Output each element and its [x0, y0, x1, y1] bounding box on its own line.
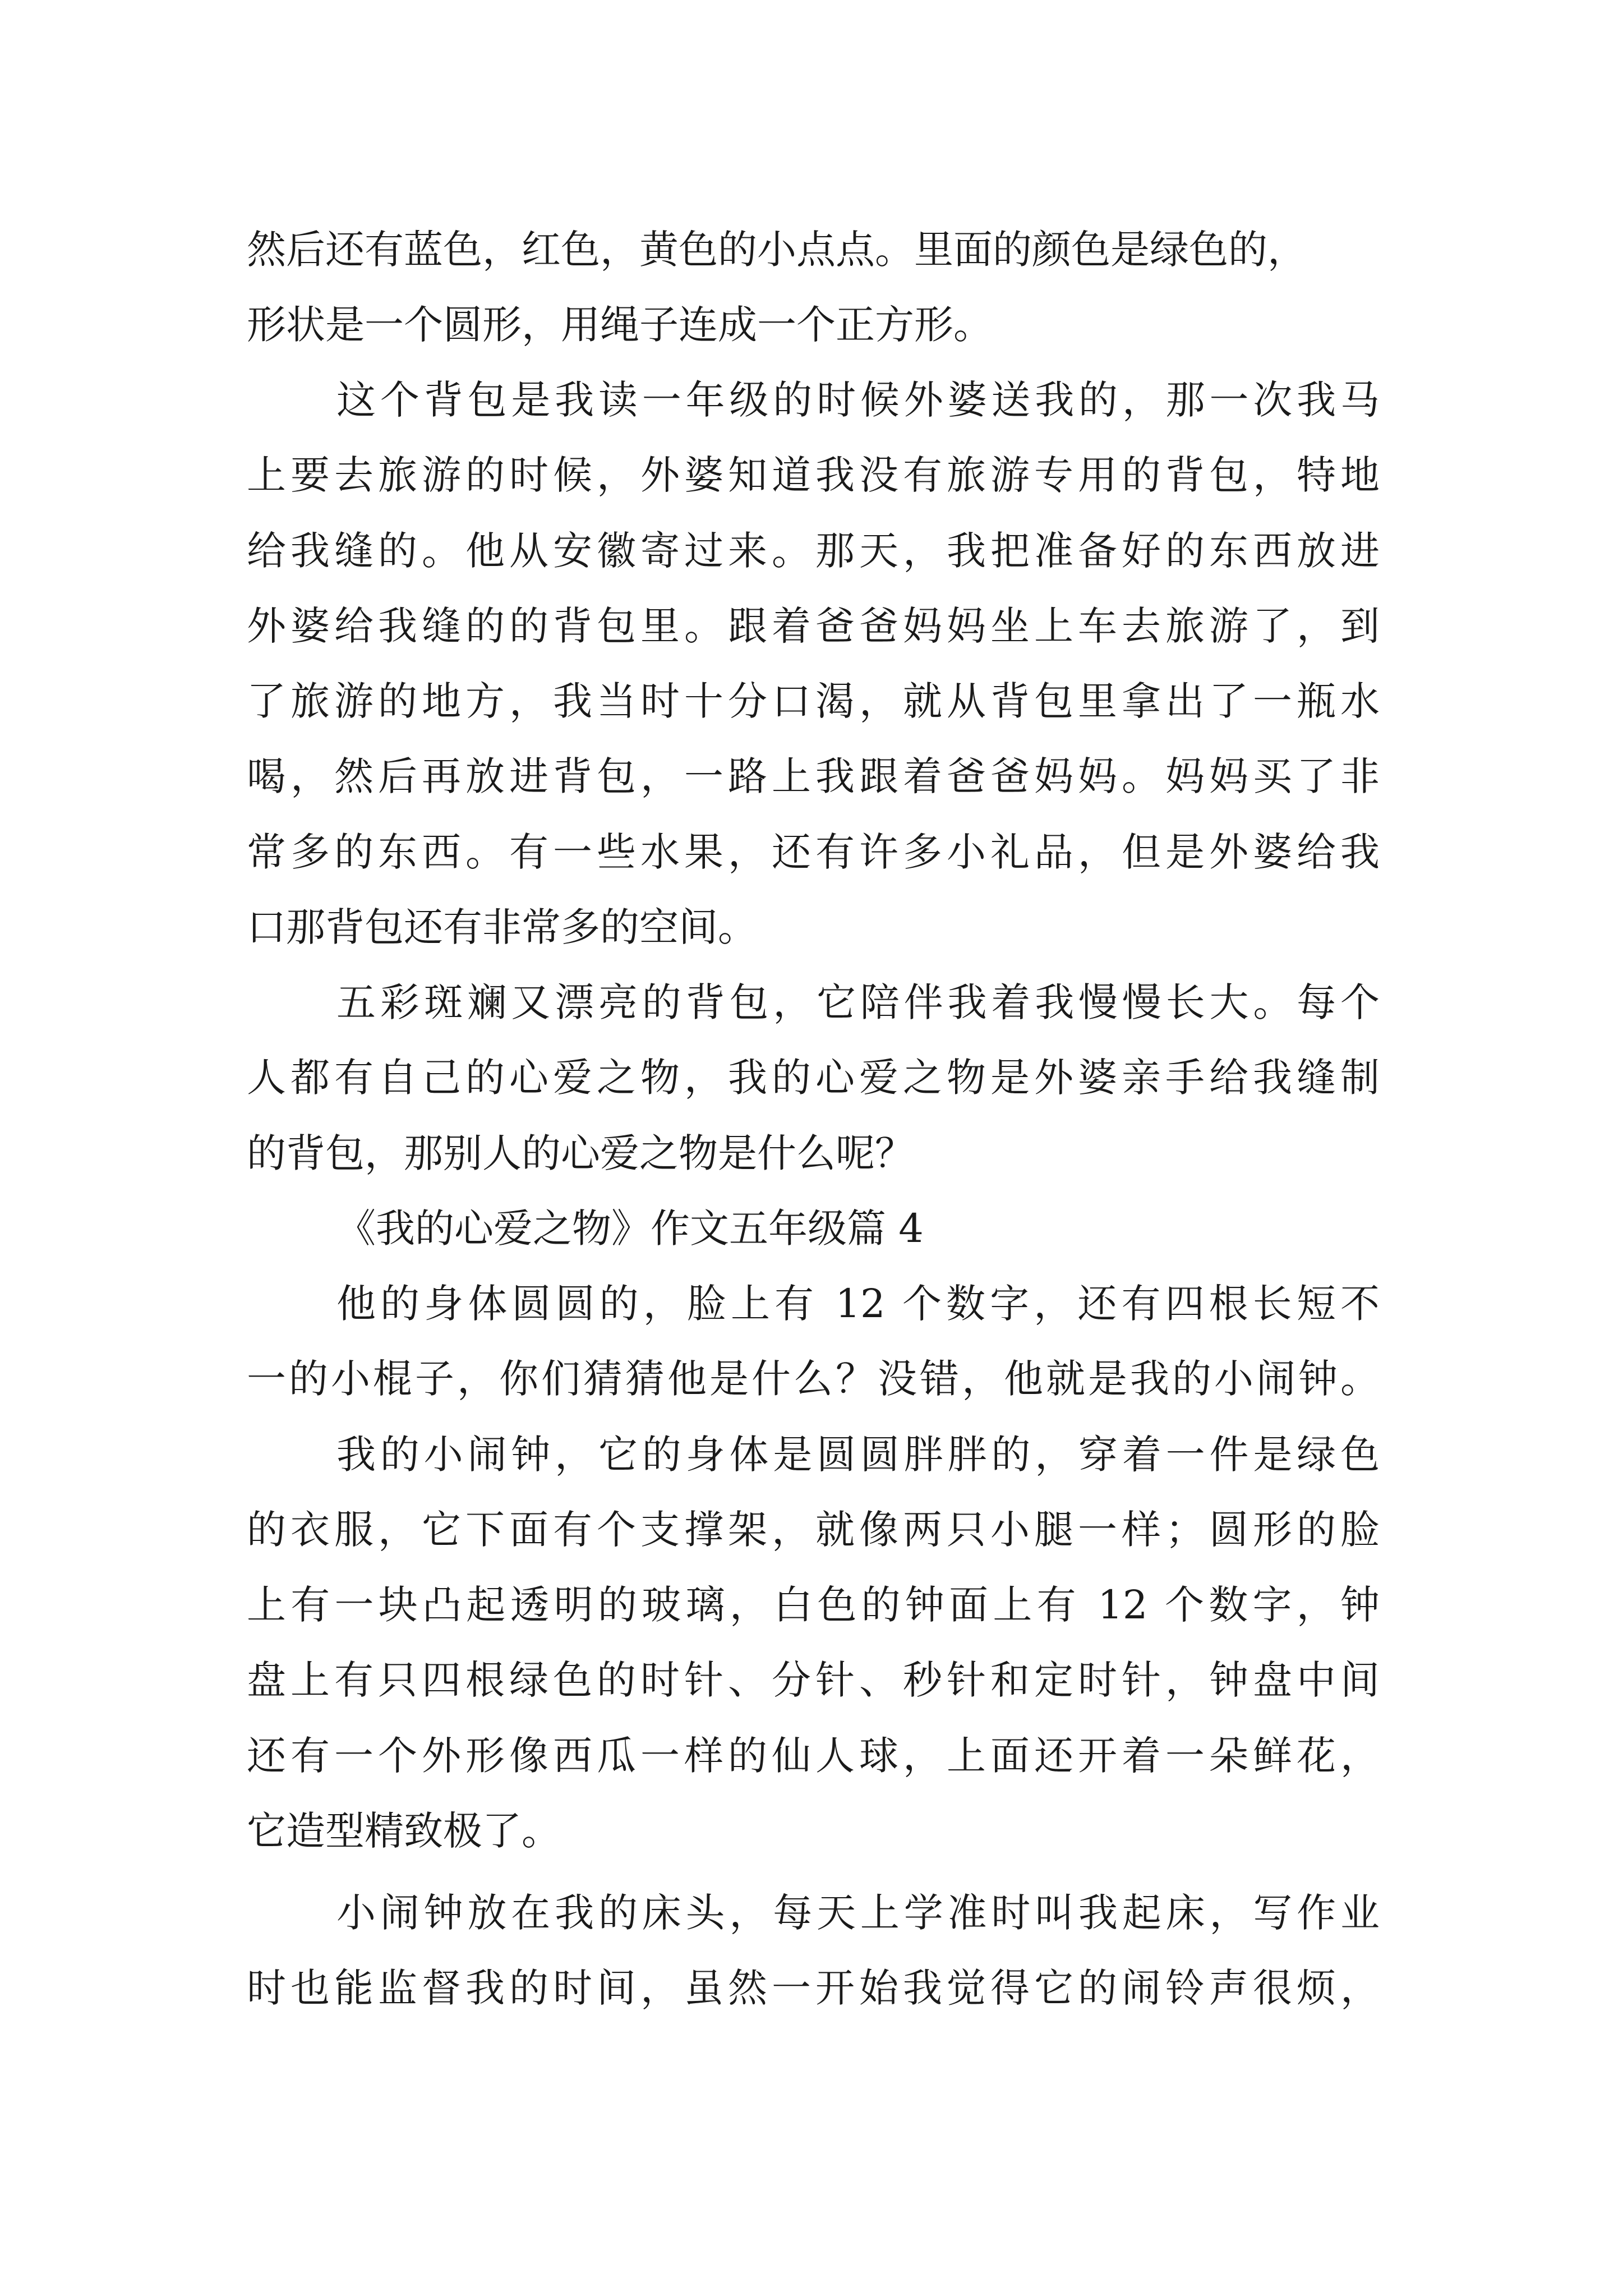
- text-line: 人都有自己的心爱之物，我的心爱之物是外婆亲手给我缝制: [247, 1055, 1380, 1101]
- text-line: 时也能监督我的时间，虽然一开始我觉得它的闹铃声很烦，: [247, 1965, 1380, 2011]
- text-line: 然后还有蓝色，红色，黄色的小点点。里面的颜色是绿色的，: [247, 227, 1307, 273]
- text-line: 上有一块凸起透明的玻璃，白色的钟面上有 12 个数字，钟: [247, 1582, 1380, 1628]
- section-heading: 《我的心爱之物》作文五年级篇 4: [336, 1205, 924, 1251]
- paragraph-first-line: 这个背包是我读一年级的时候外婆送我的，那一次我马: [336, 377, 1380, 423]
- text-line: 还有一个外形像西瓜一样的仙人球，上面还开着一朵鲜花，: [247, 1733, 1380, 1779]
- text-line: 形状是一个圆形，用绳子连成一个正方形。: [247, 302, 993, 348]
- text-line: 了旅游的地方，我当时十分口渴，就从背包里拿出了一瓶水: [247, 678, 1380, 724]
- paragraph-first-line: 五彩斑斓又漂亮的背包，它陪伴我着我慢慢长大。每个: [336, 979, 1380, 1025]
- text-line: 给我缝的。他从安徽寄过来。那天，我把准备好的东西放进: [247, 528, 1380, 574]
- text-line: 外婆给我缝的的背包里。跟着爸爸妈妈坐上车去旅游了，到: [247, 603, 1380, 649]
- paragraph-first-line: 我的小闹钟，它的身体是圆圆胖胖的，穿着一件是绿色: [336, 1432, 1380, 1478]
- text-line: 上要去旅游的时候，外婆知道我没有旅游专用的背包，特地: [247, 452, 1380, 498]
- text-line: 常多的东西。有一些水果，还有许多小礼品，但是外婆给我: [247, 829, 1380, 875]
- text-line: 盘上有只四根绿色的时针、分针、秒针和定时针，钟盘中间: [247, 1657, 1380, 1703]
- text-line: 它造型精致极了。: [247, 1808, 561, 1854]
- text-line: 的衣服，它下面有个支撑架，就像两只小腿一样；圆形的脸: [247, 1507, 1380, 1553]
- text-line: 一的小棍子，你们猜猜他是什么？没错，他就是我的小闹钟。: [247, 1356, 1380, 1402]
- paragraph-first-line: 他的身体圆圆的，脸上有 12 个数字，还有四根长短不: [336, 1281, 1380, 1327]
- paragraph-first-line: 小闹钟放在我的床头，每天上学准时叫我起床，写作业: [336, 1890, 1380, 1936]
- text-line: 喝，然后再放进背包，一路上我跟着爸爸妈妈。妈妈买了非: [247, 753, 1380, 799]
- text-line: 口那背包还有非常多的空间。: [247, 904, 757, 950]
- text-line: 的背包，那别人的心爱之物是什么呢？: [247, 1130, 914, 1176]
